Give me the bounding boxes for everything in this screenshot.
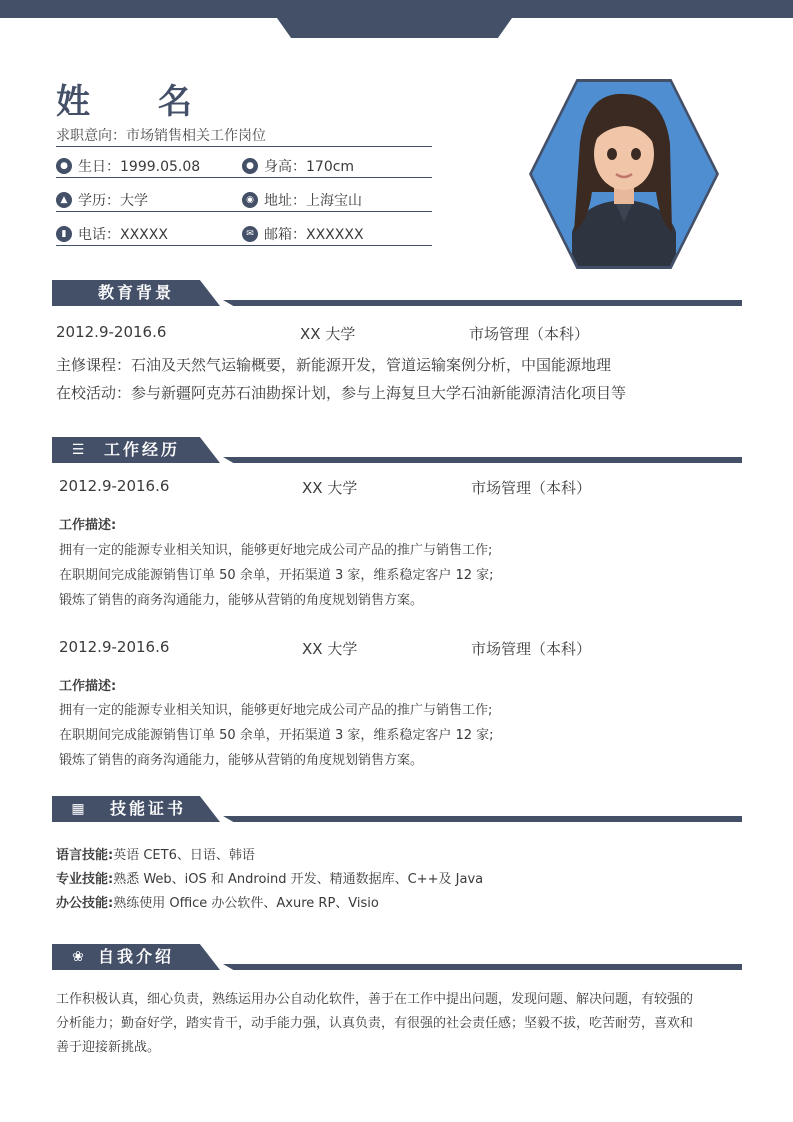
self-intro-line-2: 分析能力；勤奋好学，踏实肯干，动手能力强，认真负责，有很强的社会责任感；坚毅不拔，吃苦耐劳，喜欢和 — [56, 1016, 694, 1031]
education-text: 学历：大学 — [78, 193, 148, 209]
work1-role: 市场管理（本科） — [471, 479, 592, 497]
work2-line-1: 拥有一定的能源专业相关知识，能够更好地完成公司产品的推广与销售工作; — [59, 703, 493, 718]
top-bar — [0, 0, 793, 18]
edu-courses: 主修课程：石油及天然气运输概要，新能源开发，管道运输案例分析，中国能源地理 — [56, 356, 612, 374]
work2-line-3: 锻炼了销售的商务沟通能力，能够从营销的角度规划销售方案。 — [59, 753, 424, 768]
section-self-title: 自我介绍 — [98, 947, 175, 966]
email-item — [242, 223, 364, 245]
location-pin-icon: ◉ — [242, 192, 258, 208]
address-item — [242, 189, 362, 211]
skill-language: 语言技能:英语 CET6、日语、韩语 — [56, 848, 255, 863]
section-education-title: 教育背景 — [98, 283, 175, 302]
user-icon: ● — [56, 158, 72, 174]
work1-line-3: 锻炼了销售的商务沟通能力，能够从营销的角度规划销售方案。 — [59, 593, 424, 608]
photo-frame — [529, 79, 719, 269]
skill-office: 办公技能:熟练使用 Office 办公软件、Axure RP、Visio — [56, 896, 379, 911]
work1-desc-label: 工作描述: — [59, 518, 117, 533]
work2-line-2: 在职期间完成能源销售订单 50 余单，开拓渠道 3 家，维系稳定客户 12 家; — [59, 728, 494, 743]
profile-photo — [532, 82, 716, 266]
work2-desc-label: 工作描述: — [59, 679, 117, 694]
skill-professional: 专业技能:熟悉 Web、iOS 和 Androind 开发、精通数据库、C++及 Java — [56, 872, 484, 887]
list-icon: ☰ — [71, 442, 85, 458]
edu-school: XX 大学 — [300, 325, 356, 343]
phone-item — [56, 223, 168, 245]
work1-line-2: 在职期间完成能源销售订单 50 余单，开拓渠道 3 家，维系稳定客户 12 家; — [59, 568, 494, 583]
lotus-icon: ❀ — [72, 949, 84, 965]
info-row-1 — [56, 155, 432, 178]
top-notch — [277, 18, 512, 38]
self-intro-line-1: 工作积极认真，细心负责，熟练运用办公自动化软件，善于在工作中提出问题，发现问题、解决问题，有较强的 — [56, 992, 694, 1007]
height-text: 身高：170cm — [264, 159, 355, 175]
work2-period: 2012.9-2016.6 — [59, 638, 170, 656]
section-skills-header — [52, 796, 742, 822]
work1-line-1: 拥有一定的能源专业相关知识，能够更好地完成公司产品的推广与销售工作; — [59, 543, 493, 558]
section-skills-title: 技能证书 — [110, 799, 187, 818]
section-education-header — [52, 280, 742, 306]
section-work-header — [52, 437, 742, 463]
birthday-text: 生日：1999.05.08 — [78, 159, 201, 175]
info-row-3 — [56, 223, 432, 246]
education-item — [56, 189, 148, 211]
phone-text: 电话：XXXXX — [78, 227, 168, 243]
job-intent: 求职意向：市场销售相关工作岗位 — [56, 128, 432, 147]
person-icon: ● — [242, 158, 258, 174]
birthday-item — [56, 155, 200, 177]
edu-period: 2012.9-2016.6 — [56, 323, 167, 341]
address-text: 地址：上海宝山 — [264, 193, 362, 209]
edu-major: 市场管理（本科） — [469, 325, 590, 343]
work2-role: 市场管理（本科） — [471, 640, 592, 658]
avatar-illustration — [532, 82, 716, 266]
work1-period: 2012.9-2016.6 — [59, 477, 170, 495]
edu-activities: 在校活动：参与新疆阿克苏石油勘探计划，参与上海复旦大学石油新能源清洁化项目等 — [56, 384, 627, 402]
work2-company: XX 大学 — [302, 640, 358, 658]
height-item — [242, 155, 354, 177]
info-row-2 — [56, 189, 432, 212]
email-text: 邮箱：XXXXXX — [264, 227, 364, 243]
resume-name: 姓 名 — [56, 82, 220, 122]
mail-icon: ✉ — [242, 226, 258, 242]
graduation-cap-icon: ▲ — [56, 192, 72, 208]
grid-icon: ▦ — [71, 801, 85, 817]
work1-company: XX 大学 — [302, 479, 358, 497]
section-self-header — [52, 944, 742, 970]
self-intro-line-3: 善于迎接新挑战。 — [56, 1040, 161, 1055]
section-work-title: 工作经历 — [104, 440, 181, 459]
phone-icon: ▮ — [56, 226, 72, 242]
